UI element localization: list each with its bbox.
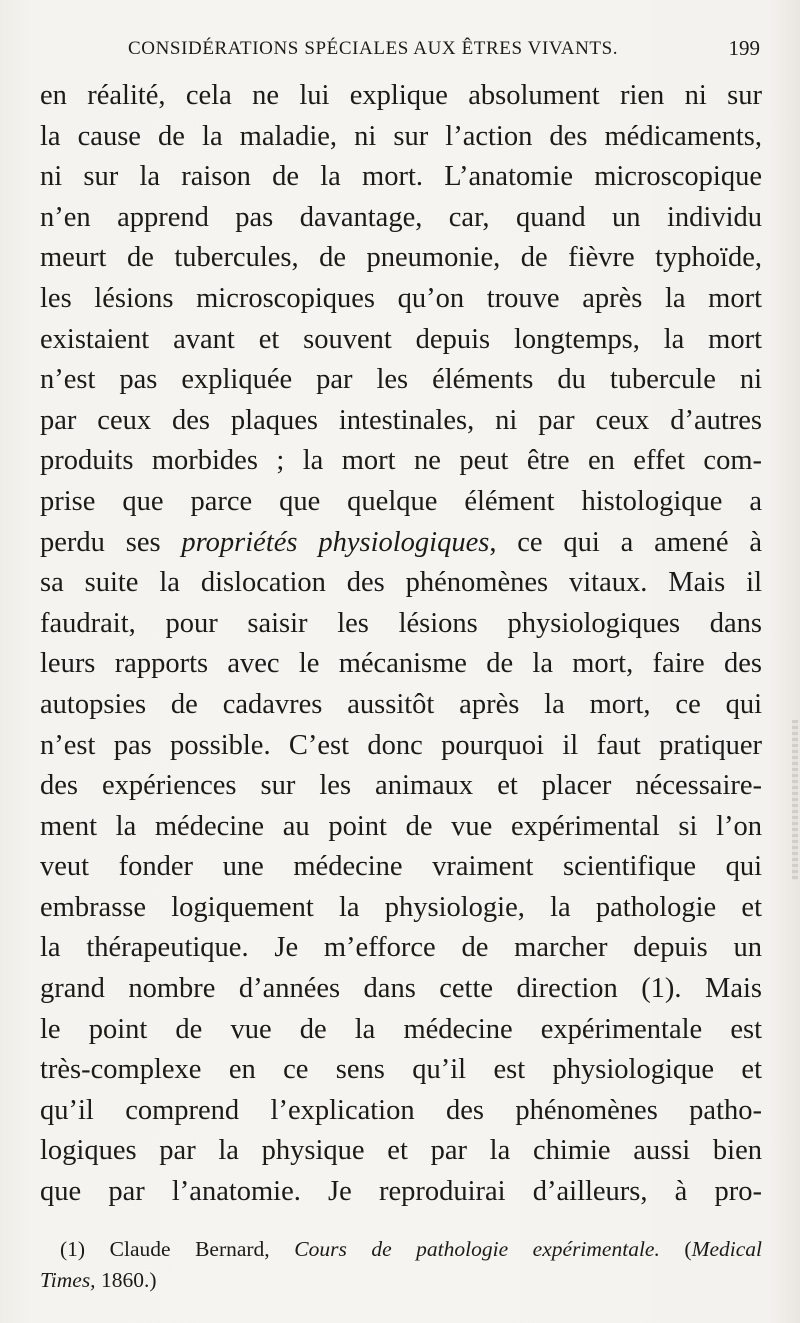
text-line: en réalité, cela ne lui explique absolument rien ni sur	[40, 80, 762, 111]
text-line	[40, 523, 762, 564]
footnote	[40, 1234, 762, 1296]
text-line: la cause de la maladie, ni sur l’action des médicaments,	[40, 120, 762, 152]
text-segment: , ce qui a amené à	[489, 526, 762, 558]
text-line: prise que parce que quelque élément histologique a	[40, 485, 762, 517]
footnote-journal: Medical	[691, 1237, 763, 1261]
footnote-marker: (1)	[60, 1237, 86, 1261]
text-line: n’est pas expliquée par les éléments du tubercule ni	[40, 364, 762, 396]
bleed-through-texture	[792, 720, 798, 880]
text-line: embrasse logiquement la physiologie, la pathologie et	[40, 891, 762, 923]
text-line: autopsies de cadavres aussitôt après la mort, ce qui	[40, 688, 762, 720]
text-line: grand nombre d’années dans cette direction (1). Mais	[40, 973, 762, 1005]
text-line: le point de vue de la médecine expérimentale est	[40, 1013, 762, 1045]
text-line: sa suite la dislocation des phénomènes vitaux. Mais il	[40, 567, 762, 599]
text-line: par ceux des plaques intestinales, ni par ceux d’autres	[40, 404, 762, 436]
footnote-paren: (	[684, 1237, 692, 1261]
footnote-title: Cours de pathologie expérimentale.	[294, 1237, 660, 1261]
footnote-year: 1860.)	[100, 1268, 157, 1292]
body-paragraph	[40, 76, 762, 1213]
text-line: meurt de tubercules, de pneumonie, de fièvre typhoïde,	[40, 242, 762, 274]
text-line: des expériences sur les animaux et placer nécessaire-	[40, 770, 762, 802]
running-head: CONSIDÉRATIONS SPÉCIALES AUX ÊTRES VIVANTS.	[128, 38, 619, 59]
text-line: qu’il comprend l’explication des phénomènes patho-	[40, 1094, 762, 1126]
text-line: ment la médecine au point de vue expérimental si l’on	[40, 810, 762, 842]
text-line: ni sur la raison de la mort. L’anatomie microscopique	[40, 161, 762, 193]
text-line: très-complexe en ce sens qu’il est physiologique et	[40, 1054, 762, 1086]
footnote-journal-cont: Times,	[40, 1268, 96, 1292]
text-line: logiques par la physique et par la chimie aussi bien	[40, 1135, 762, 1167]
text-line: les lésions microscopiques qu’on trouve après la mort	[40, 282, 762, 314]
text-line: faudrait, pour saisir les lésions physiologiques dans	[40, 607, 762, 639]
text-line: la thérapeutique. Je m’efforce de marcher depuis un	[40, 932, 762, 964]
page-header	[0, 36, 800, 66]
text-line: n’en apprend pas davantage, car, quand un individu	[40, 201, 762, 233]
text-line: veut fonder une médecine vraiment scientifique qui	[40, 851, 762, 883]
footnote-line-1	[40, 1234, 762, 1265]
page-number: 199	[728, 36, 760, 60]
text-line: que par l’anatomie. Je reproduirai d’ailleurs, à pro-	[40, 1176, 762, 1208]
text-line: n’est pas possible. C’est donc pourquoi il faut pratiquer	[40, 729, 762, 761]
text-line: existaient avant et souvent depuis longtemps, la mort	[40, 323, 762, 355]
text-line: produits morbides ; la mort ne peut être en effet com-	[40, 445, 762, 477]
text-segment: perdu ses	[40, 526, 182, 558]
footnote-line-2	[40, 1265, 762, 1296]
italic-emphasis: propriétés physiologiques	[181, 526, 490, 558]
text-line: leurs rapports avec le mécanisme de la mort, faire des	[40, 648, 762, 680]
footnote-author: Claude Bernard,	[109, 1237, 270, 1261]
